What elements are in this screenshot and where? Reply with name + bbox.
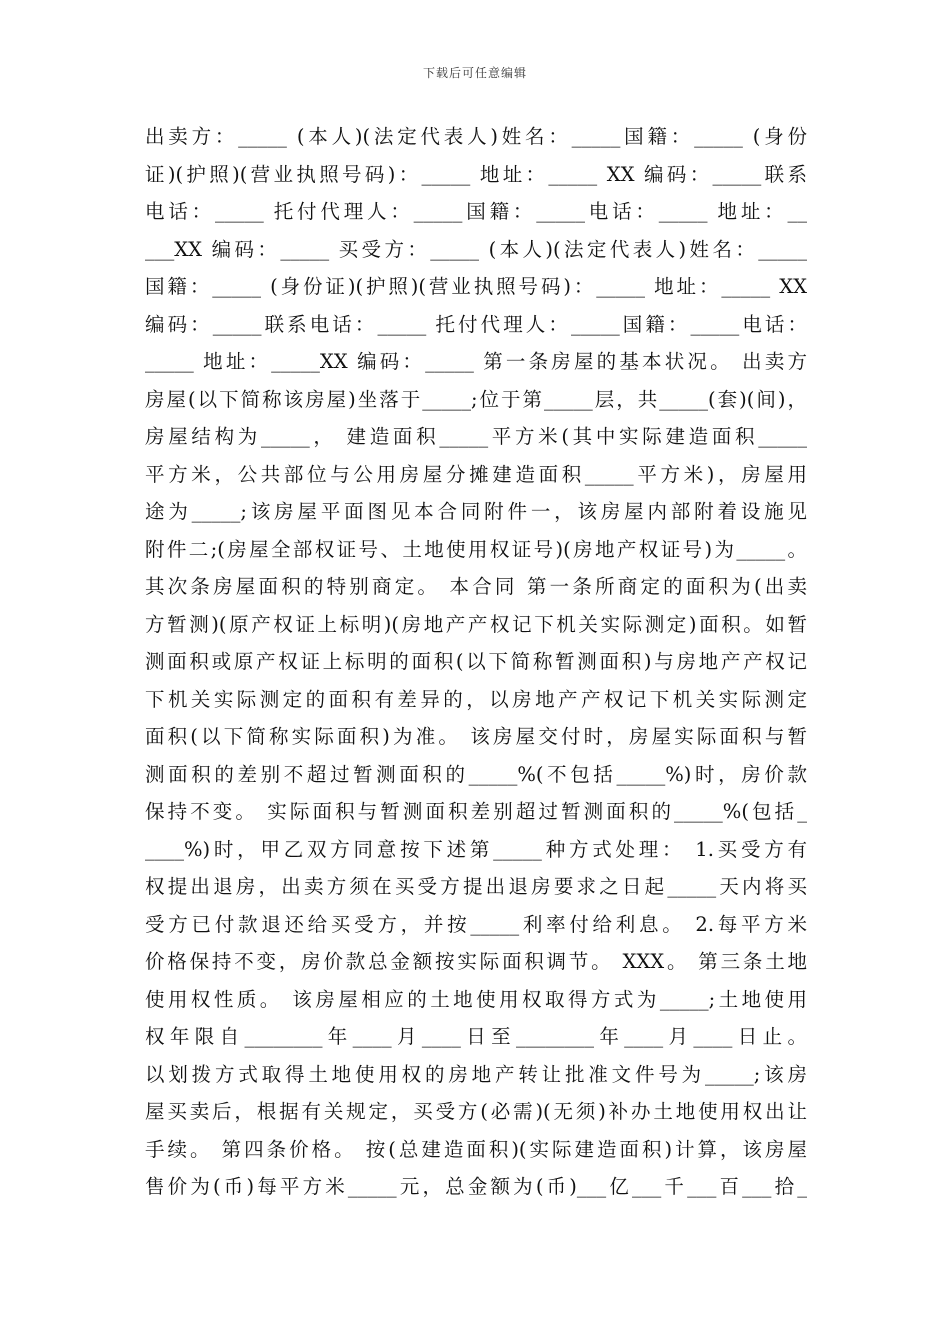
contract-body-text	[145, 118, 807, 1206]
text-line: ___XX 编码：_____ 买受方：_____ (本人)(法定代表人)姓名：_____	[145, 237, 807, 261]
page-header-note: 下载后可任意编辑	[422, 66, 527, 80]
text-line: 价格保持不变，房价款总金额按实际面积调节。 XXX。 第三条土地	[145, 950, 807, 973]
text-line: 其次条房屋面积的特别商定。 本合同 第一条所商定的面积为(出卖	[145, 575, 807, 598]
text-line: 测面积或原产权证上标明的面积(以下简称暂测面积)与房地产产权记	[145, 650, 807, 673]
text-line: 房屋(以下简称该房屋)坐落于_____;位于第_____层，共_____(套)(间)，	[145, 387, 807, 411]
text-line: 证)(护照)(营业执照号码)：_____ 地址：_____ XX 编码：_____联系	[145, 162, 807, 186]
text-line: 编码：_____联系电话：_____ 托付代理人：_____国籍：_____电话：	[145, 312, 807, 336]
text-line: 以划拨方式取得土地使用权的房地产转让批准文件号为_____;该房	[145, 1062, 807, 1086]
text-line: 屋买卖后，根据有关规定，买受方(必需)(无须)补办土地使用权出让	[145, 1100, 807, 1123]
text-line: _____ 地址：_____XX 编码：_____ 第一条房屋的基本状况。 出卖方	[145, 350, 807, 373]
text-line: 售价为(币)每平方米_____元，总金额为(币)___亿___千___百___拾_	[145, 1175, 807, 1198]
text-line: 国籍：_____ (身份证)(护照)(营业执照号码)：_____ 地址：_____ XX	[145, 275, 807, 298]
text-line: 面积(以下简称实际面积)为准。 该房屋交付时，房屋实际面积与暂	[145, 725, 807, 748]
text-line: 方暂测)(原产权证上标明)(房地产产权记下机关实际测定)面积。如暂	[145, 612, 807, 636]
text-line: 平方米，公共部位与公用房屋分摊建造面积_____平方米)，房屋用	[145, 462, 807, 486]
text-line: 出卖方：_____ (本人)(法定代表人)姓名：_____国籍：_____ (身份	[145, 125, 807, 148]
text-line: 受方已付款退还给买受方，并按_____利率付给利息。 2.每平方米	[145, 912, 807, 936]
text-line: 下机关实际测定的面积有差异的，以房地产产权记下机关实际测定	[145, 687, 807, 711]
text-line: 房屋结构为_____， 建造面积_____平方米(其中实际建造面积_____	[145, 425, 807, 448]
text-line: 电话：_____ 托付代理人：_____国籍：_____电话：_____ 地址：__	[145, 200, 807, 223]
text-line: 使用权性质。 该房屋相应的土地使用权取得方式为_____;土地使用	[145, 987, 807, 1011]
text-line: 权提出退房，出卖方须在买受方提出退房要求之日起_____天内将买	[145, 875, 807, 898]
text-line: 手续。 第四条价格。 按(总建造面积)(实际建造面积)计算，该房屋	[145, 1137, 807, 1161]
text-line: ____%)时，甲乙双方同意按下述第_____种方式处理： 1.买受方有	[145, 837, 807, 861]
text-line: 途为_____;该房屋平面图见本合同附件一，该房屋内部附着设施见	[145, 500, 807, 523]
text-line: 测面积的差别不超过暂测面积的_____%(不包括_____%)时，房价款	[145, 762, 807, 786]
text-line: 附件二;(房屋全部权证号、土地使用权证号)(房地产权证号)为_____。	[145, 537, 807, 561]
text-line: 保持不变。 实际面积与暂测面积差别超过暂测面积的_____%(包括_	[145, 800, 807, 823]
text-line: 权年限自________年____月____日至________年____月____日止。	[145, 1025, 807, 1048]
